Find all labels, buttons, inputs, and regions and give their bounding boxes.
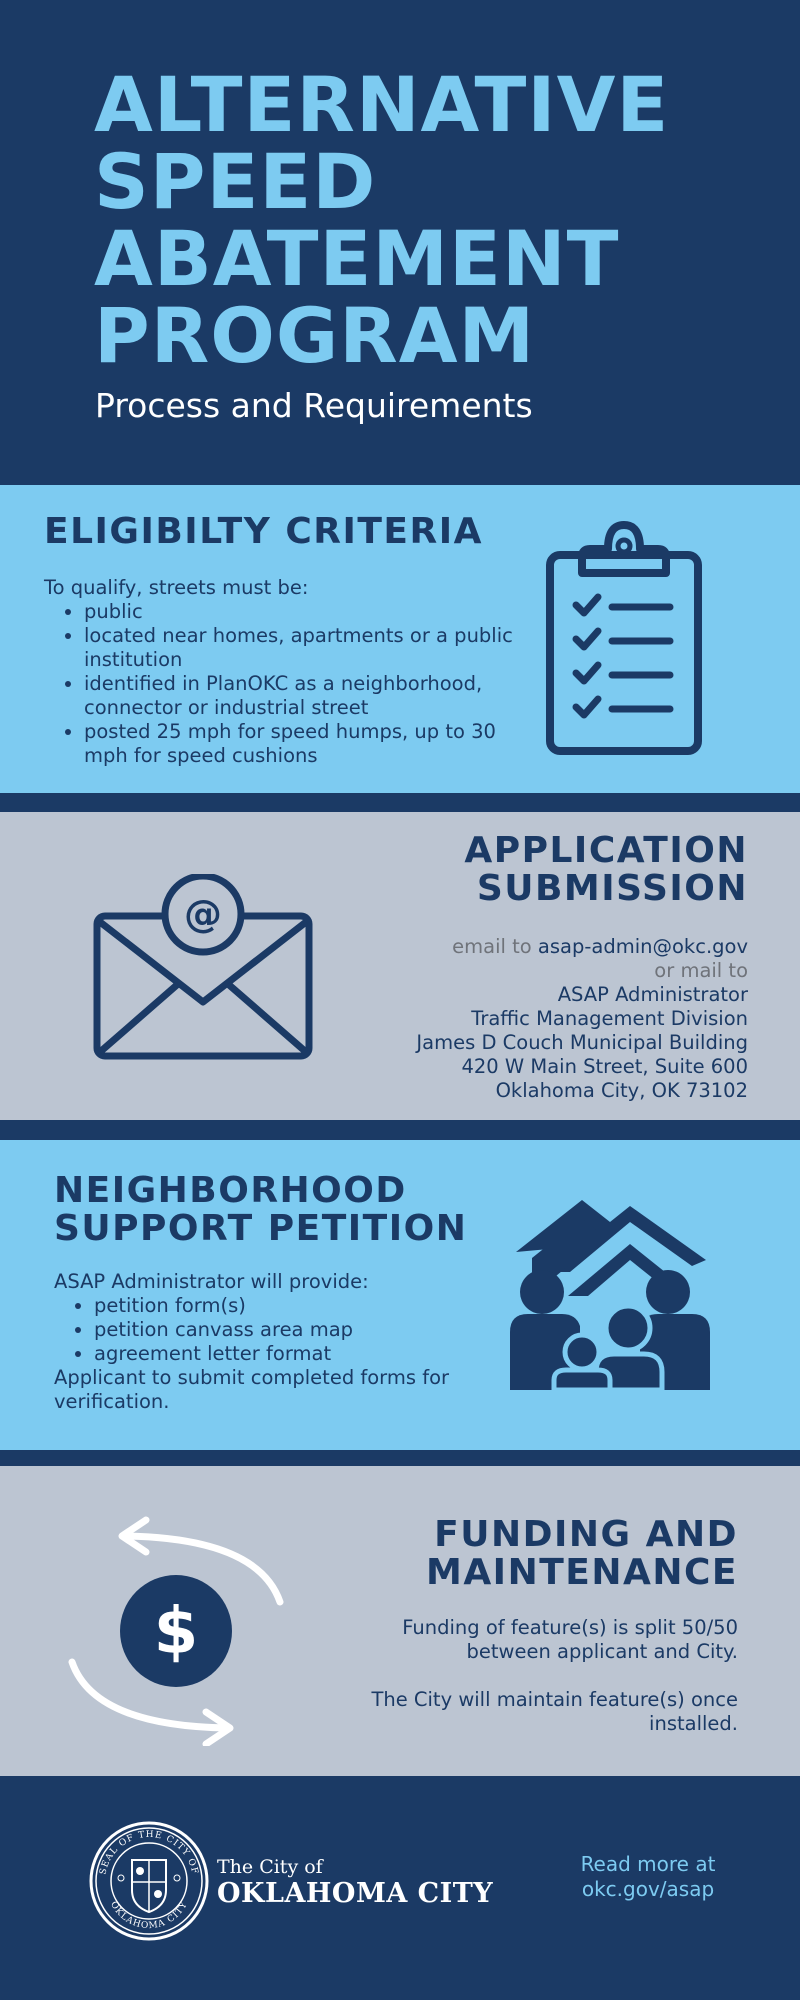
heading-line: NEIGHBORHOOD — [54, 1170, 407, 1211]
title-line: ALTERNATIVE — [94, 60, 670, 149]
heading-line: SUPPORT PETITION — [54, 1208, 468, 1249]
eligibility-intro: To qualify, streets must be: — [44, 576, 309, 599]
title-line: PROGRAM — [94, 291, 536, 380]
list-item: • posted 25 mph for speed humps, up to 30 mph for speed cushions — [84, 720, 514, 768]
heading-line: SUBMISSION — [476, 868, 748, 909]
dollar-cycle-icon — [62, 1516, 302, 1746]
eligibility-list — [44, 600, 514, 768]
city-small: The City of — [217, 1856, 323, 1878]
eligibility-text — [44, 576, 514, 768]
clipboard-checklist-icon — [540, 515, 708, 765]
read-more-line: Read more at — [580, 1852, 716, 1876]
address-line: Oklahoma City, OK 73102 — [495, 1079, 748, 1102]
funding-para: Funding of feature(s) is split 50/50 between applicant and City. — [402, 1616, 738, 1663]
petition-text — [54, 1270, 454, 1414]
hero-section — [0, 0, 800, 485]
heading-line: FUNDING AND — [434, 1514, 738, 1555]
seal-top-text: SEAL OF THE CITY OF — [98, 1829, 200, 1876]
or-mail-text: or mail to — [654, 959, 748, 982]
seal-bottom-text: OKLAHOMA CITY — [107, 1899, 190, 1932]
application-heading — [328, 832, 748, 908]
address-line: 420 W Main Street, Suite 600 — [461, 1055, 748, 1078]
page-title — [94, 60, 744, 380]
petition-section — [0, 1140, 800, 1450]
svg-text:@: @ — [184, 892, 222, 936]
address-line: ASAP Administrator — [557, 983, 748, 1006]
list-item: • identified in PlanOKC as a neighborhood, connector or industrial street — [84, 672, 514, 720]
heading-line: APPLICATION — [464, 830, 748, 871]
email-prefix: email to — [452, 935, 538, 958]
svg-text:$: $ — [153, 1595, 199, 1669]
read-more-link[interactable] — [540, 1852, 756, 1902]
application-section — [0, 812, 800, 1120]
title-line: SPEED — [94, 137, 377, 226]
email-link[interactable]: asap-admin@okc.gov — [537, 935, 748, 958]
list-item: • petition canvass area map — [94, 1318, 454, 1342]
neighborhood-family-house-icon — [510, 1200, 710, 1390]
spacer — [318, 1664, 738, 1688]
city-seal-icon — [88, 1820, 210, 1942]
email-line — [308, 935, 748, 959]
address-line: Traffic Management Division — [471, 1007, 748, 1030]
maintenance-para: The City will maintain feature(s) once installed. — [371, 1688, 738, 1735]
email-envelope-icon — [92, 874, 314, 1064]
page-subtitle: Process and Requirements — [95, 386, 533, 425]
list-item: • public — [84, 600, 514, 624]
read-more-url: okc.gov/asap — [581, 1877, 715, 1901]
address-line: James D Couch Municipal Building — [416, 1031, 748, 1054]
funding-heading — [318, 1516, 738, 1592]
petition-heading — [54, 1172, 467, 1248]
city-logo-text — [217, 1856, 493, 1910]
petition-list — [54, 1294, 454, 1366]
eligibility-section — [0, 485, 800, 793]
list-item: • petition form(s) — [94, 1294, 454, 1318]
list-item: • located near homes, apartments or a public institution — [84, 624, 514, 672]
heading-line: MAINTENANCE — [426, 1552, 738, 1593]
petition-outro: Applicant to submit completed forms for verification. — [54, 1366, 450, 1413]
funding-text — [318, 1616, 738, 1736]
application-text — [308, 935, 748, 1103]
funding-section — [0, 1466, 800, 1776]
title-line: ABATEMENT — [94, 214, 620, 303]
petition-intro: ASAP Administrator will provide: — [54, 1270, 369, 1293]
list-item: • agreement letter format — [94, 1342, 454, 1366]
city-name: OKLAHOMA CITY — [217, 1878, 494, 1909]
eligibility-heading: ELIGIBILTY CRITERIA — [44, 511, 484, 552]
